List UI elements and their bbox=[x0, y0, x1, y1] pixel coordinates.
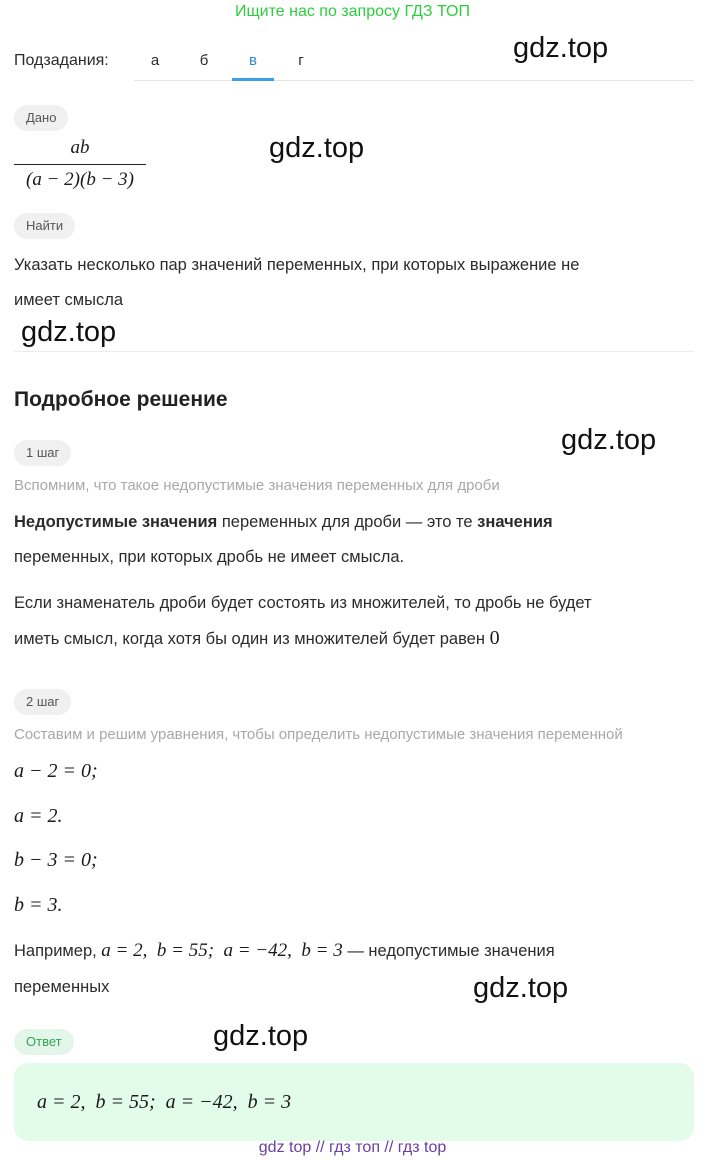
text-span: — недопустимые значения bbox=[342, 942, 555, 960]
equation-3: b − 3 = 0; bbox=[14, 849, 98, 871]
step1-paragraph2-line2 bbox=[14, 627, 500, 650]
find-pill: Найти bbox=[14, 213, 75, 239]
watermark: gdz.top bbox=[513, 32, 609, 64]
example-line1 bbox=[14, 940, 555, 962]
given-pill: Дано bbox=[14, 105, 68, 131]
equation-2: a = 2. bbox=[14, 805, 63, 827]
step1-paragraph1-line2: переменных, при которых дробь не имеет смысла. bbox=[14, 548, 405, 566]
tab-a[interactable]: а bbox=[150, 52, 160, 69]
bold-term: значения bbox=[477, 513, 553, 531]
given-fraction bbox=[14, 136, 146, 192]
bold-term: Недопустимые значения bbox=[14, 513, 218, 531]
fraction-bar bbox=[14, 164, 146, 165]
section-divider bbox=[14, 351, 694, 352]
step1-paragraph1-line1 bbox=[14, 511, 553, 533]
find-text-line2: имеет смысла bbox=[14, 291, 124, 309]
fraction-denominator: (a − 2)(b − 3) bbox=[26, 169, 134, 190]
answer-value: a = 2, b = 55; a = −42, b = 3 bbox=[37, 1091, 292, 1113]
equation-4: b = 3. bbox=[14, 894, 63, 916]
zero-value: 0 bbox=[489, 627, 500, 649]
example-math: a = 2, b = 55; a = −42, b = 3 bbox=[101, 940, 343, 961]
watermark: gdz.top bbox=[561, 424, 657, 456]
watermark: gdz.top bbox=[21, 316, 117, 348]
search-banner[interactable]: Ищите нас по запросу ГДЗ ТОП bbox=[235, 3, 470, 20]
tab-v[interactable]: в bbox=[232, 40, 274, 81]
text-span: иметь смысл, когда хотя бы один из множителей будет равен bbox=[14, 630, 485, 648]
answer-box bbox=[14, 1063, 694, 1141]
step2-pill: 2 шаг bbox=[14, 689, 71, 715]
tab-g[interactable]: г bbox=[298, 52, 304, 69]
answer-pill: Ответ bbox=[14, 1029, 74, 1055]
solution-heading: Подробное решение bbox=[14, 388, 228, 411]
example-line2: переменных bbox=[14, 978, 110, 996]
fraction-numerator: ab bbox=[70, 137, 90, 158]
step1-hint: Вспомним, что такое недопустимые значения переменных для дроби bbox=[14, 477, 500, 494]
watermark: gdz.top bbox=[213, 1020, 309, 1052]
tab-b[interactable]: б bbox=[199, 52, 209, 69]
subtask-tabs bbox=[134, 40, 694, 81]
find-text-line1: Указать несколько пар значений переменных, при которых выражение не bbox=[14, 256, 580, 274]
footer-links[interactable]: gdz top // гдз топ // гдз top bbox=[258, 1139, 447, 1156]
equation-1: a − 2 = 0; bbox=[14, 760, 98, 782]
step1-pill: 1 шаг bbox=[14, 440, 71, 466]
step2-hint: Составим и решим уравнения, чтобы определить недопустимые значения переменной bbox=[14, 726, 623, 743]
text-span: Например, bbox=[14, 942, 102, 960]
watermark: gdz.top bbox=[473, 972, 569, 1004]
subtasks-label: Подзадания: bbox=[14, 52, 109, 69]
step1-paragraph2-line1: Если знаменатель дроби будет состоять из множителей, то дробь не будет bbox=[14, 594, 592, 612]
watermark: gdz.top bbox=[269, 132, 365, 164]
text-span: переменных для дроби — это те bbox=[217, 513, 478, 531]
